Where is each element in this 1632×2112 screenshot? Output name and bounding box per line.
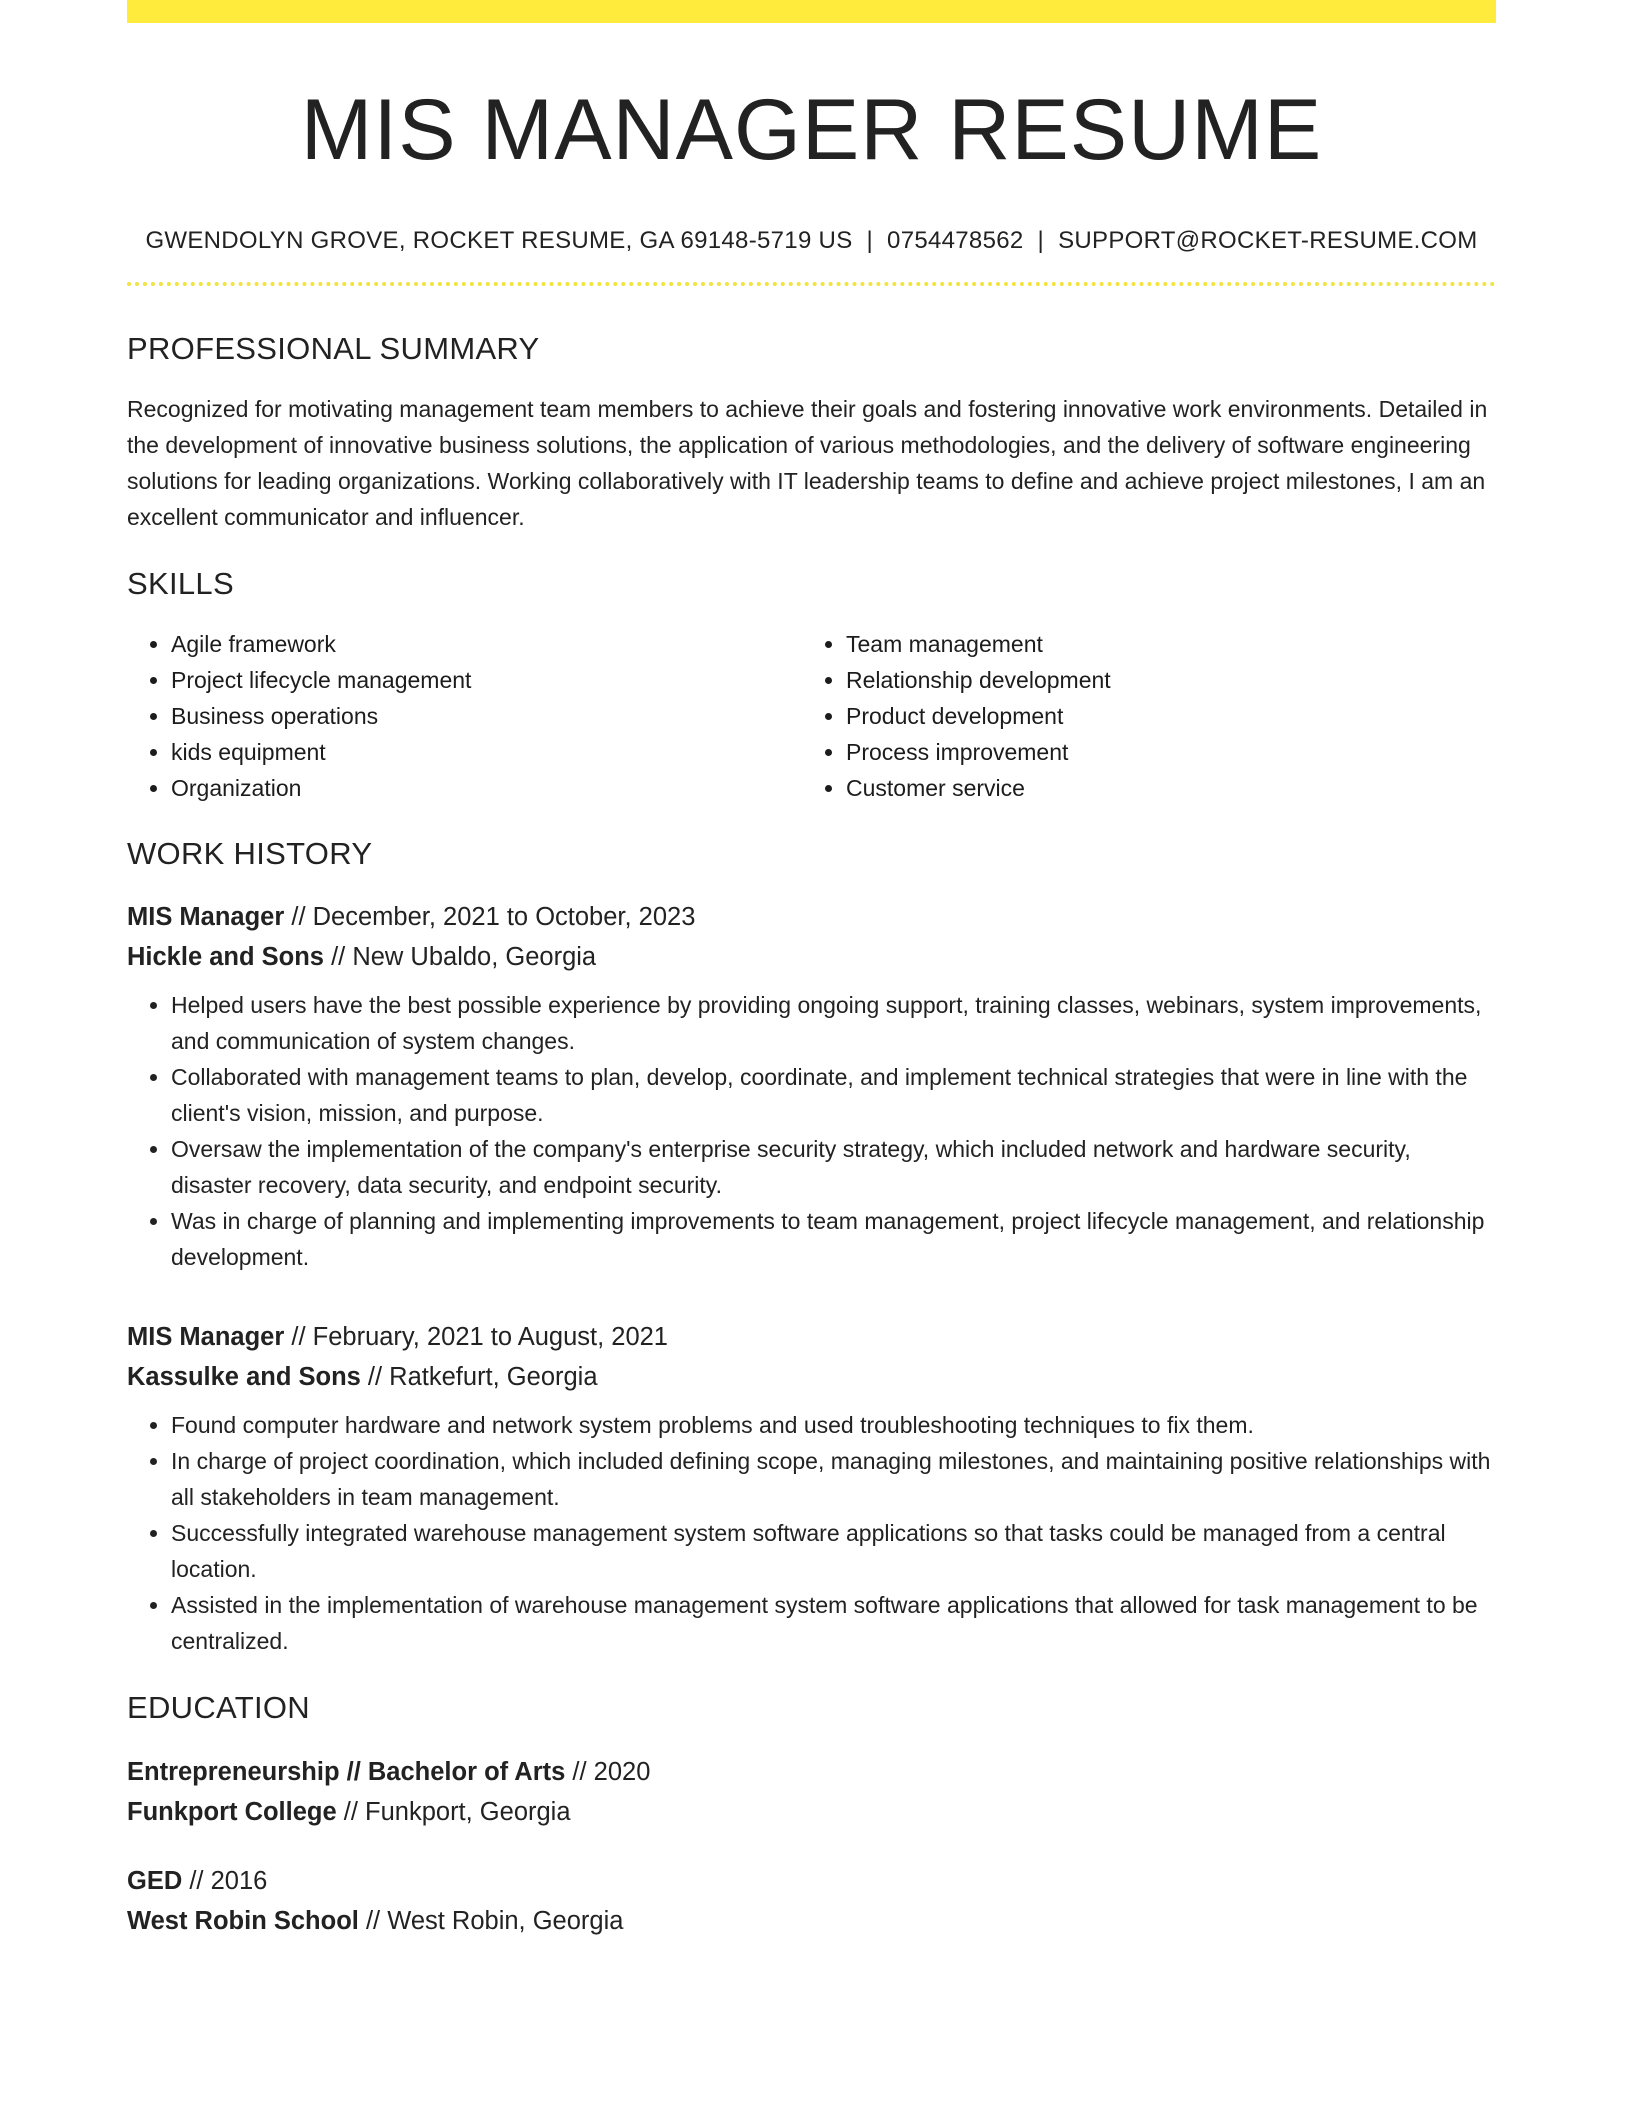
skills-heading: SKILLS [127,566,234,601]
summary-heading: PROFESSIONAL SUMMARY [127,331,540,366]
job-title-line [127,897,1496,937]
job-dates: // February, 2021 to August, 2021 [284,1323,668,1351]
job-company: Kassulke and Sons [127,1363,361,1391]
skill-item: • Project lifecycle management [171,662,802,698]
job-location: // New Ubaldo, Georgia [323,943,597,971]
education-location: // West Robin, Georgia [358,1907,624,1935]
education-degree: GED [127,1867,183,1895]
contact-line [127,226,1496,256]
job-bullet: • Was in charge of planning and implementing improvements to team management, project lifecycle management, and relationship development. [171,1203,1496,1275]
job-title: MIS Manager [127,903,285,931]
job-bullet: • Successfully integrated warehouse management system software applications so that tasks could be managed from a central location. [171,1515,1496,1587]
education-year: // 2020 [565,1758,651,1786]
education-degree-line [127,1752,1496,1792]
education-school-line [127,1901,1496,1941]
skills-list [127,626,1496,806]
skill-item: • Team management [846,626,1477,662]
contact-address: GWENDOLYN GROVE, ROCKET RESUME, GA 69148-5719 US [145,227,853,254]
education-entry [127,1752,1496,1832]
skill-item: • Relationship development [846,662,1477,698]
job-bullet: • Helped users have the best possible experience by providing ongoing support, training classes, webinars, system improvements, and communication of system changes. [171,987,1496,1059]
skill-item: • kids equipment [171,734,802,770]
job-entry [127,897,1496,1275]
job-title-line [127,1317,1496,1357]
skills-column-right [802,626,1477,806]
job-bullets [127,1407,1496,1659]
skill-item: • Organization [171,770,802,806]
job-company: Hickle and Sons [127,943,324,971]
job-company-line [127,1357,1496,1397]
resume-title: MIS MANAGER RESUME [300,82,1323,178]
job-company-line [127,937,1496,977]
job-entry [127,1317,1496,1659]
education-school: Funkport College [127,1798,337,1826]
education-school-line [127,1792,1496,1832]
skill-item: • Product development [846,698,1477,734]
job-dates: // December, 2021 to October, 2023 [284,903,696,931]
skills-column-left [127,626,802,806]
skill-item: • Process improvement [846,734,1477,770]
education-degree: Entrepreneurship // Bachelor of Arts [127,1758,566,1786]
job-bullet: • Collaborated with management teams to plan, develop, coordinate, and implement technical strategies that were in line with the client's vision, mission, and purpose. [171,1059,1496,1131]
skill-item: • Customer service [846,770,1477,806]
education-heading: EDUCATION [127,1690,310,1725]
contact-separator: | [1037,227,1045,254]
contact-separator: | [866,227,874,254]
summary-text: Recognized for motivating management team members to achieve their goals and fostering innovative work environments. Detailed in the development of innovative business solutions, the application of various methodologies, and the delivery of software engineering solutions for leading organizations. Working collaboratively with IT leadership teams to define and achieve project milestones, I am an excellent communicator and influencer. [127,396,1488,530]
contact-phone: 0754478562 [887,227,1024,254]
job-location: // Ratkefurt, Georgia [360,1363,598,1391]
dotted-divider [127,282,1496,286]
education-entry [127,1861,1496,1941]
job-bullet: • Assisted in the implementation of warehouse management system software applications that allowed for task management to be centralized. [171,1587,1496,1659]
resume-content [127,0,1496,1941]
skill-item: • Business operations [171,698,802,734]
work-history-heading: WORK HISTORY [127,836,373,871]
education-year: // 2016 [182,1867,268,1895]
job-bullets [127,987,1496,1275]
contact-email: SUPPORT@ROCKET-RESUME.COM [1058,227,1478,254]
job-title: MIS Manager [127,1323,285,1351]
job-bullet: • Found computer hardware and network system problems and used troubleshooting techniques to fix them. [171,1407,1496,1443]
job-bullet: • In charge of project coordination, which included defining scope, managing milestones, and maintaining positive relationships with all stakeholders in team management. [171,1443,1496,1515]
education-degree-line [127,1861,1496,1901]
job-bullet: • Oversaw the implementation of the company's enterprise security strategy, which included network and hardware security, disaster recovery, data security, and endpoint security. [171,1131,1496,1203]
education-location: // Funkport, Georgia [336,1798,571,1826]
skill-item: • Agile framework [171,626,802,662]
education-school: West Robin School [127,1907,359,1935]
